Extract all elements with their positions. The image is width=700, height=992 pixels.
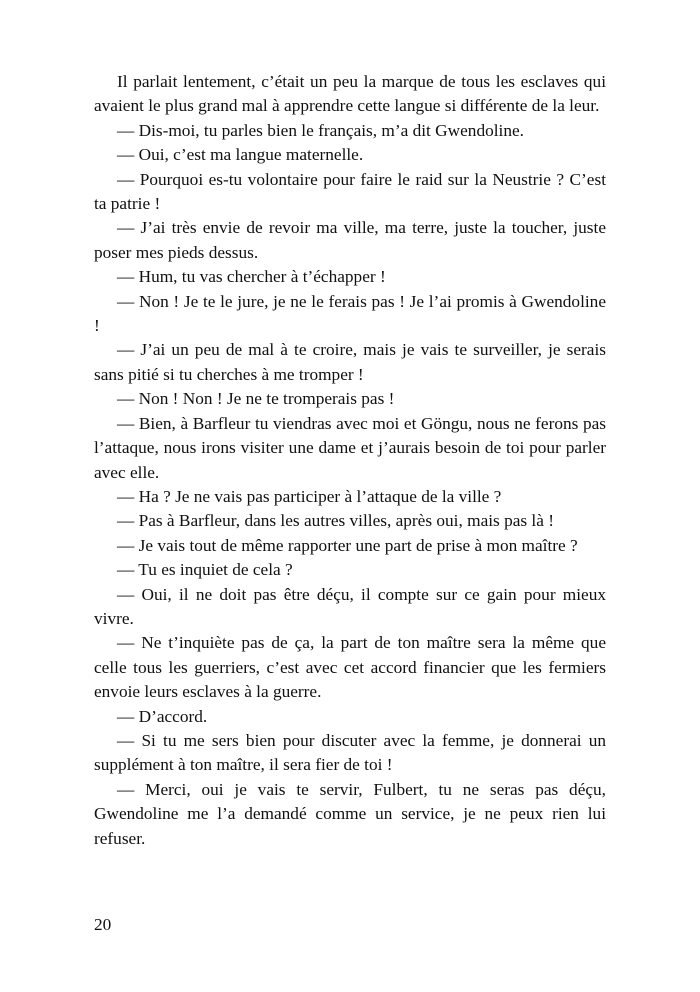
paragraph-12: — Pas à Barfleur, dans les autres villes, après oui, mais pas là !: [117, 511, 554, 531]
paragraph-4: — Pourquoi es-tu volontaire pour faire le raid sur la Neustrie ? C’est ta patrie !: [94, 169, 606, 214]
paragraph-3: — Oui, c’est ma langue maternelle.: [117, 145, 364, 165]
paragraph-6: — Hum, tu vas chercher à t’échapper !: [117, 267, 386, 287]
paragraph-14: — Tu es inquiet de cela ?: [117, 560, 293, 580]
paragraph-16: — Ne t’inquiète pas de ça, la part de ton maître sera la même que celle tous les guerriers, c’est avec cet accord financier que les fermiers envoie leurs esclaves à la guerre.: [94, 633, 606, 702]
paragraph-2: — Dis-moi, tu parles bien le français, m’a dit Gwendoline.: [117, 120, 524, 140]
paragraph-17: — D’accord.: [117, 706, 208, 726]
paragraph-9: — Non ! Non ! Je ne te tromperais pas !: [117, 389, 395, 409]
paragraph-1: Il parlait lentement, c’était un peu la marque de tous les esclaves qui avaient le plus grand mal à apprendre cette langue si différente de la leur.: [94, 72, 606, 116]
paragraph-19: — Merci, oui je vais te servir, Fulbert, tu ne seras pas déçu, Gwendoline me l’a demandé comme un service, je ne peux rien lui refuser.: [94, 779, 606, 848]
body-text: [94, 70, 606, 851]
paragraph-5: — J’ai très envie de revoir ma ville, ma terre, juste la toucher, juste poser mes pieds dessus.: [94, 218, 606, 262]
paragraph-15: — Oui, il ne doit pas être déçu, il compte sur ce gain pour mieux vivre.: [94, 584, 606, 628]
paragraph-7: — Non ! Je te le jure, je ne le ferais pas ! Je l’ai promis à Gwendoline !: [94, 291, 606, 336]
paragraph-18: — Si tu me sers bien pour discuter avec la femme, je donnerai un supplément à ton maître, il sera fier de toi !: [94, 730, 606, 775]
page-number: 20: [94, 915, 112, 934]
paragraph-10: — Bien, à Barfleur tu viendras avec moi et Göngu, nous ne ferons pas l’attaque, nous irons visiter une dame et j’aurais besoin de toi pour parler avec elle.: [94, 413, 606, 482]
paragraph-8: — J’ai un peu de mal à te croire, mais je vais te surveiller, je serais sans pitié si tu cherches à me tromper !: [94, 340, 606, 384]
paragraph-13: — Je vais tout de même rapporter une part de prise à mon maître ?: [117, 535, 578, 555]
paragraph-11: — Ha ? Je ne vais pas participer à l’attaque de la ville ?: [117, 486, 502, 506]
